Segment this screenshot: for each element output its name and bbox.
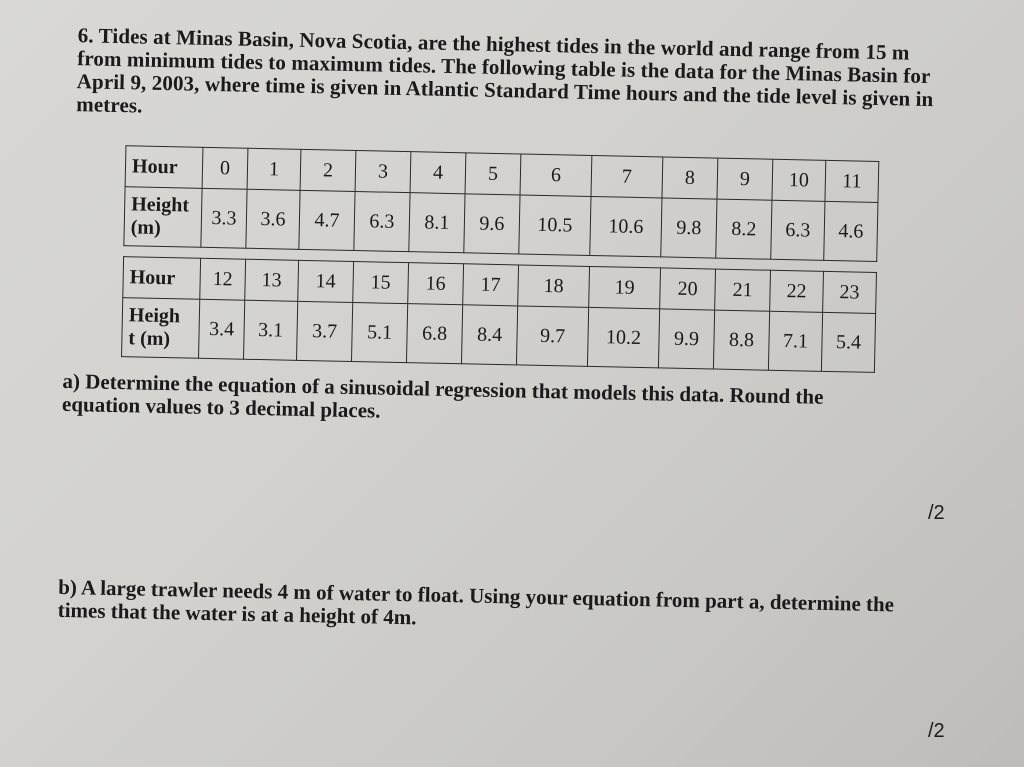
part-a-marks: /2 [928,502,945,524]
hour-cell: 20 [660,268,716,310]
height-cell: 6.3 [771,200,825,260]
hour-cell: 7 [591,155,663,197]
height-label [124,187,202,248]
hour-cell: 0 [202,147,248,189]
tide-table-1 [123,145,879,262]
question-intro: 6. Tides at Minas Basin, Nova Scotia, are the highest tides in the world and range from 15 m from minimum tides to maximum tides. The following table is the data for the Minas Basin for April 9, 2003, where time is given in Atlantic Standard Time hours and the tide level is given in metres. [76,23,934,118]
hour-cell: 17 [463,264,519,306]
height-cell: 3.1 [244,300,298,360]
height-cell: 10.5 [519,195,591,255]
hour-cell: 22 [770,270,824,312]
height-cell: 3.4 [199,299,245,359]
hour-cell: 15 [353,261,409,303]
tide-table-2 [121,256,877,373]
height-cell: 5.1 [351,302,407,362]
height-label [122,298,200,359]
hour-cell: 10 [772,159,826,201]
hour-cell: 4 [410,152,466,194]
height-cell: 8.8 [713,310,769,370]
hour-label: Hour [123,257,201,300]
height-cell: 3.6 [246,189,300,249]
height-cell: 8.4 [461,305,517,365]
hour-cell: 11 [825,160,879,202]
height-cell: 3.7 [297,301,353,361]
height-cell: 9.7 [516,306,588,366]
hour-cell: 21 [715,269,771,311]
hour-cell: 8 [662,157,718,199]
height-cell: 10.2 [587,307,659,367]
height-cell: 5.4 [821,312,875,372]
hour-cell: 6 [520,154,592,196]
height-cell: 9.9 [658,309,714,369]
hour-cell: 23 [823,271,877,313]
height-label-line2: t (m) [128,327,171,351]
question-part-a: a) Determine the equation of a sinusoidal regression that models this data. Round the equation values to 3 decimal places. [61,368,824,423]
hour-cell: 16 [408,263,464,305]
height-cell: 4.6 [824,201,878,261]
height-cell: 9.8 [661,198,717,258]
height-cell: 8.2 [716,199,772,259]
hour-cell: 1 [247,148,301,190]
height-label-line1: Height [131,193,190,217]
height-cell: 6.8 [406,304,462,364]
height-cell: 4.7 [299,190,355,250]
part-b-marks: /2 [928,720,945,742]
question-part-b: b) A large trawler needs 4 m of water to float. Using your equation from part a, determine the times that the water is at a height of 4m. [57,574,895,630]
hour-cell: 5 [465,153,521,195]
height-cell: 6.3 [354,192,410,252]
hour-label: Hour [125,146,203,189]
hour-cell: 14 [298,260,354,302]
height-cell: 7.1 [768,311,822,371]
hour-cell: 19 [589,266,661,308]
height-cell: 3.3 [201,188,247,248]
height-cell: 9.6 [464,194,520,254]
height-label-line2: (m) [130,216,161,239]
hour-cell: 3 [355,151,411,193]
height-cell: 10.6 [590,196,662,256]
hour-cell: 9 [717,158,773,200]
worksheet [57,24,970,662]
hour-cell: 12 [200,258,246,300]
hour-cell: 13 [245,259,299,301]
hour-cell: 2 [300,149,356,191]
height-label-line1: Heigh [128,304,181,328]
height-cell: 8.1 [409,193,465,253]
hour-cell: 18 [518,265,590,307]
